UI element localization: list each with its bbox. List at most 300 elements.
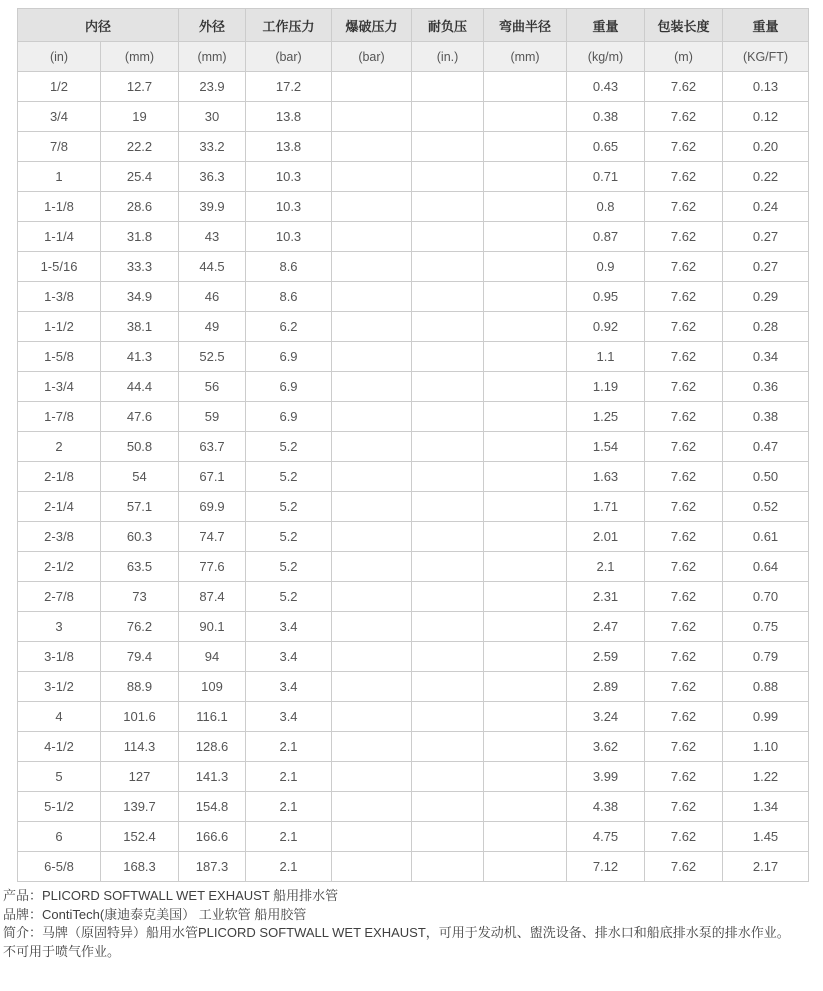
cell: 7.62 [645,72,723,102]
cell: 7.62 [645,522,723,552]
table-row [18,522,809,552]
header-row-units [18,42,809,72]
cell [412,852,484,882]
cell [484,552,567,582]
cell [332,522,412,552]
cell [484,612,567,642]
cell: 10.3 [246,162,332,192]
cell: 7.62 [645,732,723,762]
cell [412,612,484,642]
cell [484,72,567,102]
cell [332,792,412,822]
cell [412,822,484,852]
cell: 168.3 [101,852,179,882]
footer-label: 品牌： [3,906,43,922]
cell: 7.62 [645,432,723,462]
cell [412,312,484,342]
cell [332,282,412,312]
cell [412,72,484,102]
table-row [18,462,809,492]
cell [332,102,412,132]
cell: 0.22 [723,162,809,192]
cell [412,192,484,222]
cell [412,222,484,252]
cell [412,162,484,192]
cell: 44.4 [101,372,179,402]
cell [412,552,484,582]
cell: 1.54 [567,432,645,462]
column-unit-header: (mm) [179,42,246,72]
footer-line-product [3,887,823,906]
cell [332,852,412,882]
cell: 34.9 [101,282,179,312]
cell: 7.62 [645,852,723,882]
cell: 43 [179,222,246,252]
column-group-header: 重量 [723,9,809,42]
cell: 1-1/8 [18,192,101,222]
column-unit-header: (in) [18,42,101,72]
cell [332,72,412,102]
cell: 39.9 [179,192,246,222]
cell: 44.5 [179,252,246,282]
cell [484,162,567,192]
table-row [18,162,809,192]
table-row [18,252,809,282]
table-row [18,672,809,702]
table-row [18,582,809,612]
cell: 0.88 [723,672,809,702]
cell: 5-1/2 [18,792,101,822]
cell: 109 [179,672,246,702]
cell: 54 [101,462,179,492]
cell: 2.1 [246,822,332,852]
cell: 59 [179,402,246,432]
cell: 0.99 [723,702,809,732]
cell: 0.47 [723,432,809,462]
cell: 1-1/4 [18,222,101,252]
cell [332,702,412,732]
cell [412,672,484,702]
cell: 3-1/2 [18,672,101,702]
cell: 3.4 [246,702,332,732]
cell: 50.8 [101,432,179,462]
cell: 3.4 [246,642,332,672]
cell: 5.2 [246,462,332,492]
cell [332,762,412,792]
cell [412,522,484,552]
cell: 31.8 [101,222,179,252]
cell [484,282,567,312]
cell: 6.9 [246,402,332,432]
cell [484,642,567,672]
cell: 7.62 [645,492,723,522]
cell: 1-1/2 [18,312,101,342]
cell: 7.62 [645,552,723,582]
column-group-header: 外径 [179,9,246,42]
cell: 3.24 [567,702,645,732]
cell: 141.3 [179,762,246,792]
cell: 5.2 [246,552,332,582]
cell: 5.2 [246,522,332,552]
cell [412,792,484,822]
cell [412,372,484,402]
cell: 101.6 [101,702,179,732]
cell: 0.65 [567,132,645,162]
cell: 57.1 [101,492,179,522]
cell: 56 [179,372,246,402]
cell: 0.50 [723,462,809,492]
cell [484,432,567,462]
cell: 33.2 [179,132,246,162]
cell: 114.3 [101,732,179,762]
column-unit-header: (bar) [246,42,332,72]
cell [412,132,484,162]
cell: 2.59 [567,642,645,672]
cell [332,162,412,192]
cell: 47.6 [101,402,179,432]
cell [412,252,484,282]
cell: 1.22 [723,762,809,792]
table-row [18,732,809,762]
cell [332,132,412,162]
cell: 13.8 [246,102,332,132]
cell [484,672,567,702]
cell: 7.62 [645,702,723,732]
cell: 2.47 [567,612,645,642]
cell [332,492,412,522]
cell: 6 [18,822,101,852]
cell: 1-3/4 [18,372,101,402]
cell: 0.87 [567,222,645,252]
product-description [3,887,823,961]
cell [484,102,567,132]
cell: 0.36 [723,372,809,402]
cell: 7.62 [645,312,723,342]
header-row-groups [18,9,809,42]
cell: 2.89 [567,672,645,702]
column-unit-header: (m) [645,42,723,72]
cell [332,642,412,672]
cell [332,582,412,612]
cell: 2.1 [246,732,332,762]
table-row [18,132,809,162]
cell: 7.62 [645,222,723,252]
cell [412,342,484,372]
cell: 7.62 [645,372,723,402]
cell: 3 [18,612,101,642]
cell: 2 [18,432,101,462]
cell: 7.62 [645,162,723,192]
cell: 0.95 [567,282,645,312]
cell: 116.1 [179,702,246,732]
footer-value: 马牌（原固特异）船用水管PLICORD SOFTWALL WET EXHAUST，可用于发动机、盥洗设备、排水口和船底排水泵的排水作业。 [42,925,790,940]
cell: 2.1 [246,762,332,792]
cell: 5.2 [246,432,332,462]
table-row [18,552,809,582]
cell: 1-7/8 [18,402,101,432]
cell: 4.75 [567,822,645,852]
cell [332,552,412,582]
cell [412,282,484,312]
cell: 152.4 [101,822,179,852]
cell: 33.3 [101,252,179,282]
cell [484,402,567,432]
cell: 2-1/2 [18,552,101,582]
cell: 0.92 [567,312,645,342]
footer-value: PLICORD SOFTWALL WET EXHAUST 船用排水管 [42,888,339,903]
cell [412,432,484,462]
cell: 23.9 [179,72,246,102]
cell: 77.6 [179,552,246,582]
cell: 19 [101,102,179,132]
table-row [18,372,809,402]
cell: 0.8 [567,192,645,222]
cell: 90.1 [179,612,246,642]
cell: 7.62 [645,642,723,672]
cell [412,582,484,612]
cell [484,852,567,882]
cell: 0.29 [723,282,809,312]
cell: 5 [18,762,101,792]
cell [412,702,484,732]
cell: 2.01 [567,522,645,552]
cell: 2-1/4 [18,492,101,522]
cell: 1.10 [723,732,809,762]
cell: 63.5 [101,552,179,582]
table-row [18,222,809,252]
cell [332,462,412,492]
cell [484,132,567,162]
cell: 5.2 [246,582,332,612]
cell: 0.52 [723,492,809,522]
cell: 25.4 [101,162,179,192]
cell: 1-5/16 [18,252,101,282]
cell: 1.34 [723,792,809,822]
cell: 3-1/8 [18,642,101,672]
cell: 13.8 [246,132,332,162]
cell: 7.12 [567,852,645,882]
cell [484,312,567,342]
cell: 3.4 [246,612,332,642]
footer-label: 简介： [3,925,43,940]
table-row [18,342,809,372]
cell: 0.38 [567,102,645,132]
cell [484,192,567,222]
cell: 0.34 [723,342,809,372]
cell [412,642,484,672]
cell [484,222,567,252]
cell [332,432,412,462]
cell: 0.28 [723,312,809,342]
cell [484,762,567,792]
cell [484,702,567,732]
hose-spec-table [17,8,809,882]
cell: 3/4 [18,102,101,132]
cell: 2-7/8 [18,582,101,612]
cell: 1.1 [567,342,645,372]
cell: 60.3 [101,522,179,552]
cell: 3.99 [567,762,645,792]
cell: 0.38 [723,402,809,432]
cell: 36.3 [179,162,246,192]
column-unit-header: (mm) [484,42,567,72]
cell: 7.62 [645,672,723,702]
cell: 7.62 [645,792,723,822]
cell: 1-5/8 [18,342,101,372]
cell: 12.7 [101,72,179,102]
cell: 139.7 [101,792,179,822]
cell [412,492,484,522]
cell [332,402,412,432]
column-unit-header: (mm) [101,42,179,72]
cell: 7.62 [645,762,723,792]
table-row [18,102,809,132]
cell: 7.62 [645,192,723,222]
cell [332,252,412,282]
cell: 10.3 [246,192,332,222]
footer-line-intro [3,924,823,943]
cell: 0.24 [723,192,809,222]
cell: 2.1 [246,852,332,882]
cell: 2.17 [723,852,809,882]
cell: 46 [179,282,246,312]
cell: 73 [101,582,179,612]
table-row [18,762,809,792]
cell: 88.9 [101,672,179,702]
cell [484,582,567,612]
cell: 30 [179,102,246,132]
table-row [18,492,809,522]
cell [412,102,484,132]
cell: 1.25 [567,402,645,432]
cell [412,732,484,762]
cell [484,252,567,282]
cell [332,612,412,642]
cell [332,342,412,372]
cell [412,462,484,492]
cell: 1 [18,162,101,192]
cell [332,312,412,342]
cell: 7.62 [645,132,723,162]
table-row [18,282,809,312]
cell: 4.38 [567,792,645,822]
cell: 0.64 [723,552,809,582]
column-group-header: 重量 [567,9,645,42]
cell [484,522,567,552]
cell: 0.13 [723,72,809,102]
cell: 7.62 [645,402,723,432]
table-row [18,702,809,732]
cell: 154.8 [179,792,246,822]
cell: 87.4 [179,582,246,612]
cell [332,732,412,762]
table-row [18,852,809,882]
cell [332,822,412,852]
cell: 79.4 [101,642,179,672]
cell: 4 [18,702,101,732]
cell [332,372,412,402]
cell: 22.2 [101,132,179,162]
column-group-header: 耐负压 [412,9,484,42]
cell: 2.1 [567,552,645,582]
column-unit-header: (bar) [332,42,412,72]
cell: 7/8 [18,132,101,162]
column-group-header: 爆破压力 [332,9,412,42]
table-row [18,792,809,822]
cell: 0.12 [723,102,809,132]
cell: 8.6 [246,282,332,312]
cell: 7.62 [645,342,723,372]
cell [412,402,484,432]
column-group-header: 弯曲半径 [484,9,567,42]
cell: 67.1 [179,462,246,492]
cell: 76.2 [101,612,179,642]
cell: 2-3/8 [18,522,101,552]
table-row [18,192,809,222]
cell: 38.1 [101,312,179,342]
cell: 8.6 [246,252,332,282]
cell: 1.45 [723,822,809,852]
cell [484,792,567,822]
cell: 7.62 [645,822,723,852]
cell: 0.71 [567,162,645,192]
table-row [18,642,809,672]
cell: 7.62 [645,282,723,312]
cell: 17.2 [246,72,332,102]
cell: 1/2 [18,72,101,102]
cell: 4-1/2 [18,732,101,762]
table-row [18,72,809,102]
cell: 7.62 [645,582,723,612]
cell: 94 [179,642,246,672]
cell [332,222,412,252]
cell [412,762,484,792]
cell: 3.62 [567,732,645,762]
cell: 2.31 [567,582,645,612]
cell [332,672,412,702]
cell [484,372,567,402]
column-unit-header: (KG/FT) [723,42,809,72]
cell [484,342,567,372]
column-unit-header: (kg/m) [567,42,645,72]
cell: 7.62 [645,102,723,132]
column-group-header: 内径 [18,9,179,42]
cell: 0.27 [723,222,809,252]
cell: 7.62 [645,462,723,492]
cell: 69.9 [179,492,246,522]
cell [484,492,567,522]
cell: 0.70 [723,582,809,612]
cell: 1.71 [567,492,645,522]
cell [484,732,567,762]
cell: 0.20 [723,132,809,162]
cell: 0.27 [723,252,809,282]
table-row [18,822,809,852]
footer-value: ContiTech(康迪泰克美国） 工业软管 船用胶管 [42,906,307,922]
table-row [18,402,809,432]
column-unit-header: (in.) [412,42,484,72]
cell: 1.19 [567,372,645,402]
table-row [18,612,809,642]
cell: 0.61 [723,522,809,552]
cell: 28.6 [101,192,179,222]
table-row [18,312,809,342]
cell: 128.6 [179,732,246,762]
cell: 2-1/8 [18,462,101,492]
cell: 7.62 [645,252,723,282]
cell: 2.1 [246,792,332,822]
cell: 0.79 [723,642,809,672]
